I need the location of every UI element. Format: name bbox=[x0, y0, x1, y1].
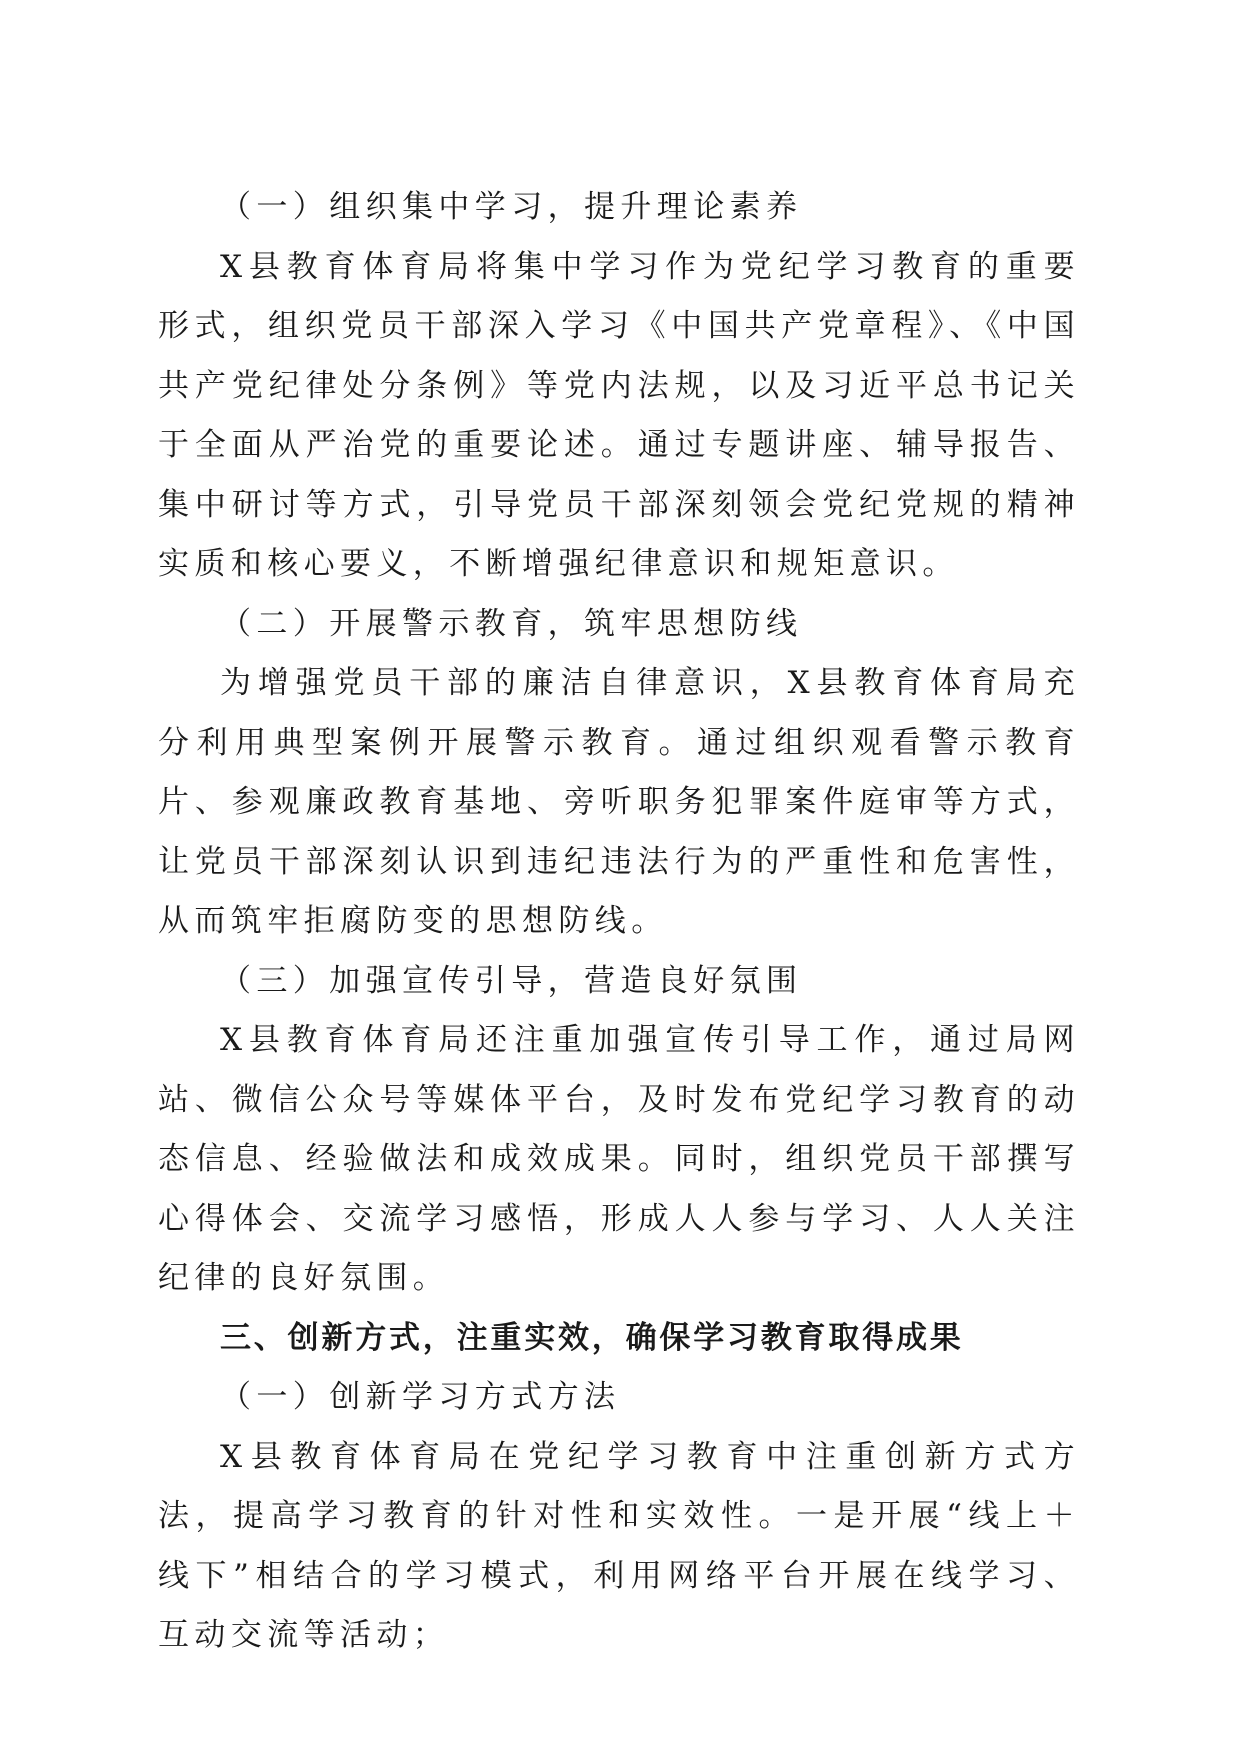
section-heading-innovate-methods: （一）创新学习方式方法 bbox=[220, 1379, 621, 1415]
document-body bbox=[158, 178, 1080, 1666]
section-heading-publicity: （三）加强宣传引导，营造良好氛围 bbox=[220, 962, 803, 999]
paragraph-warning-education: 为增强党员干部的廉洁自律意识，X县教育体育局充分利用典型案例开展警示教育。通过组织观看警示教育片、参观廉政教育基地、旁听职务犯罪案件庭审等方式，让党员干部深刻认识到违纪违法行为的严重性和危害性，从而筑牢拒腐防变的思想防线。 bbox=[158, 665, 1080, 939]
paragraph-organize-study: X县教育体育局将集中学习作为党纪学习教育的重要形式，组织党员干部深入学习《中国共产党章程》、《中国共产党纪律处分条例》等党内法规，以及习近平总书记关于全面从严治党的重要论述。通过专题讲座、辅导报告、集中研讨等方式，引导党员干部深刻领会党纪党规的精神实质和核心要义，不断增强纪律意识和规矩意识。 bbox=[158, 248, 1080, 582]
paragraph-innovate-methods: X县教育体育局在党纪学习教育中注重创新方式方法，提高学习教育的针对性和实效性。一是开展“线上＋线下”相结合的学习模式，利用网络平台开展在线学习、互动交流等活动； bbox=[158, 1438, 1080, 1653]
chapter-heading-innovation: 三、创新方式，注重实效，确保学习教育取得成果 bbox=[220, 1319, 964, 1356]
section-heading-warning-education: （二）开展警示教育，筑牢思想防线 bbox=[220, 605, 803, 642]
paragraph-publicity: X县教育体育局还注重加强宣传引导工作，通过局网站、微信公众号等媒体平台，及时发布党纪学习教育的动态信息、经验做法和成效成果。同时，组织党员干部撰写心得体会、交流学习感悟，形成人人参与学习、人人关注纪律的良好氛围。 bbox=[158, 1022, 1080, 1296]
section-heading-organize-study: （一）组织集中学习，提升理论素养 bbox=[220, 189, 803, 225]
